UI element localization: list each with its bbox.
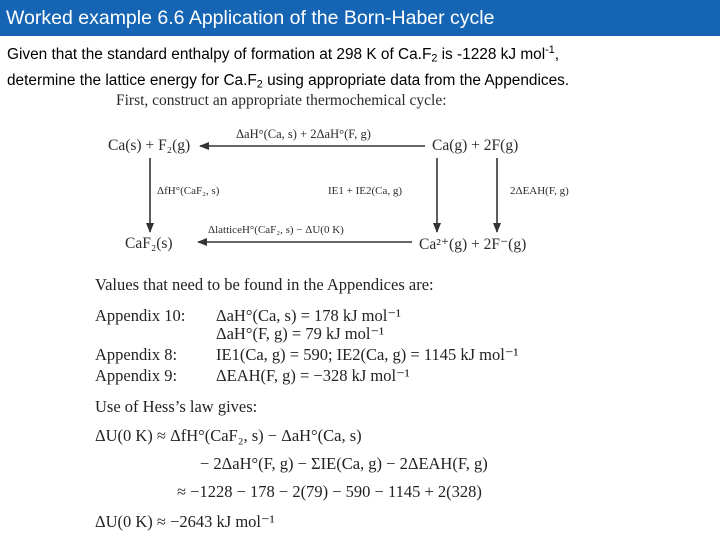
- middle-arrow-label: IE1 + IE2(Ca, g): [328, 185, 403, 197]
- appendix-value: ΔEAH(F, g) = −328 kJ mol⁻¹: [216, 366, 410, 385]
- slide-title: Worked example 6.6 Application of the Born-Haber cycle: [6, 7, 495, 29]
- left-arrow-label: ΔfH°(CaF₂, s): [157, 185, 220, 197]
- problem-text: Given that the standard enthalpy of formation at 298 K of Ca.F: [7, 45, 432, 63]
- values-heading: Values that need to be found in the Appendices are:: [95, 275, 434, 294]
- appendix-value: ΔaH°(Ca, s) = 178 kJ mol⁻¹: [216, 306, 401, 325]
- appendix-value: IE1(Ca, g) = 590; IE2(Ca, g) = 1145 kJ mol⁻¹: [216, 345, 519, 364]
- problem-text: ,: [554, 45, 559, 63]
- problem-text: determine the lattice energy for Ca.F: [7, 71, 257, 89]
- appendix-source: Appendix 9:: [95, 366, 178, 385]
- bottom-arrow-label: ΔlatticeH°(CaF₂, s) − ΔU(0 K): [208, 224, 344, 236]
- bottom-left-species: CaF₂(s): [125, 235, 173, 252]
- hess-heading: Use of Hess’s law gives:: [95, 397, 258, 416]
- hess-result: ΔU(0 K) ≈ −2643 kJ mol⁻¹: [95, 512, 275, 531]
- top-left-species: Ca(s) + F₂(g): [108, 137, 191, 154]
- right-arrow-label: 2ΔEAH(F, g): [510, 185, 569, 197]
- subscript: 2: [431, 52, 438, 65]
- appendix-source: Appendix 8:: [95, 345, 178, 364]
- appendix-source: Appendix 10:: [95, 306, 186, 325]
- hess-line: ΔU(0 K) ≈ ΔfH°(CaF₂, s) − ΔaH°(Ca, s): [95, 426, 362, 445]
- subscript: 2: [256, 78, 263, 91]
- hess-line: ≈ −1228 − 178 − 2(79) − 590 − 1145 + 2(328): [177, 482, 482, 501]
- problem-text: using appropriate data from the Appendices.: [262, 71, 570, 89]
- top-right-species: Ca(g) + 2F(g): [432, 137, 519, 154]
- superscript: -1: [545, 44, 555, 56]
- cycle-heading: First, construct an appropriate thermochemical cycle:: [116, 92, 447, 109]
- hess-line: − 2ΔaH°(F, g) − ΣIE(Ca, g) − 2ΔEAH(F, g): [200, 454, 488, 473]
- top-arrow-label: ΔaH°(Ca, s) + 2ΔaH°(F, g): [236, 127, 371, 141]
- problem-text: is -1228 kJ mol: [437, 45, 546, 63]
- bottom-right-species: Ca²⁺(g) + 2F⁻(g): [419, 236, 527, 253]
- appendix-value: ΔaH°(F, g) = 79 kJ mol⁻¹: [216, 324, 385, 343]
